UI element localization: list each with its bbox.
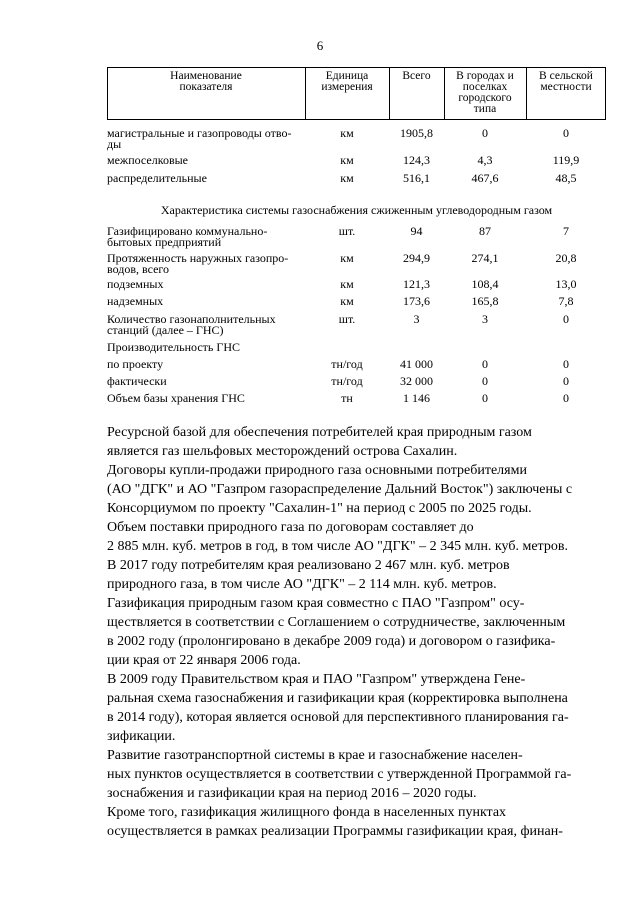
cell-name: надземных bbox=[107, 294, 164, 308]
cell-urban: 467,6 bbox=[471, 171, 499, 185]
header-indicator-name: Наименование показателя bbox=[170, 70, 242, 93]
cell-rural: 7,8 bbox=[558, 294, 574, 308]
cell-urban: 0 bbox=[482, 374, 488, 388]
cell-rural: 0 bbox=[563, 374, 569, 388]
header-top-rule bbox=[107, 67, 606, 68]
body-paragraph: В 2009 году Правительством края и ПАО "Газпром" утверждена Гене- ральная схема газоснабжения и газификации края (корректировка выполнена в 2014 году), которая является основой для перспективного планирования га- зификации. bbox=[107, 672, 569, 744]
cell-rural: 20,8 bbox=[555, 251, 577, 265]
cell-total: 32 000 bbox=[400, 374, 433, 388]
header-rural: В сельской местности bbox=[539, 70, 593, 93]
cell-name: Протяженность наружных газопро- водов, всего bbox=[107, 251, 289, 276]
cell-unit: км bbox=[340, 251, 354, 265]
cell-unit: шт. bbox=[338, 312, 356, 326]
cell-urban: 108,4 bbox=[471, 277, 499, 291]
cell-name: фактически bbox=[107, 374, 167, 388]
cell-rural: 0 bbox=[563, 126, 569, 140]
header-bottom-rule bbox=[107, 119, 606, 120]
cell-urban: 4,3 bbox=[477, 153, 493, 167]
cell-name: Газифицировано коммунально- бытовых предприятий bbox=[107, 224, 268, 249]
body-paragraph: Ресурсной базой для обеспечения потребителей края природным газом является газ шельфовых месторождений острова Сахалин. bbox=[107, 425, 532, 459]
header-unit: Единица измерения bbox=[321, 70, 373, 93]
header-total: Всего bbox=[402, 70, 431, 82]
cell-total: 124,3 bbox=[403, 153, 430, 167]
cell-total: 1 146 bbox=[403, 391, 430, 405]
cell-name: подземных bbox=[107, 277, 164, 291]
cell-name: межпоселковые bbox=[107, 153, 188, 167]
cell-urban: 274,1 bbox=[471, 251, 499, 265]
cell-name: Производительность ГНС bbox=[107, 340, 240, 354]
cell-name: Объем базы хранения ГНС bbox=[107, 391, 245, 405]
cell-unit: км bbox=[340, 153, 354, 167]
body-paragraph: Договоры купли-продажи природного газа основными потребителями (АО "ДГК" и АО "Газпром газораспределение Дальний Восток") заключены с Консорциумом по проекту "Сахалин-1" на период с 2005 по 2025 годы. Объем поставки природного газа по договорам составляет до 2 885 млн. куб. метров в год, в том числе АО "ДГК" – 2 345 млн. куб. метров. bbox=[107, 463, 573, 554]
cell-urban: 0 bbox=[482, 391, 488, 405]
cell-urban: 87 bbox=[479, 224, 491, 238]
cell-rural: 48,5 bbox=[555, 171, 577, 185]
cell-total: 173,6 bbox=[403, 294, 430, 308]
cell-rural: 0 bbox=[563, 391, 569, 405]
header-urban: В городах и поселках городского типа bbox=[456, 70, 514, 115]
body-paragraph: Развитие газотранспортной системы в крае и газоснабжение населен- ных пунктов осуществляется в соответствии с утвержденной Программой га- зоснабжения и газификации края на период 2016 – 2020 годы. bbox=[107, 748, 572, 801]
cell-rural: 0 bbox=[563, 357, 569, 371]
body-paragraph: Кроме того, газификация жилищного фонда в населенных пунктах осуществляется в рамках реализации Программы газификации края, финан- bbox=[107, 805, 563, 839]
cell-rural: 13,0 bbox=[555, 277, 577, 291]
cell-unit: км bbox=[340, 171, 354, 185]
cell-total: 3 bbox=[413, 312, 420, 326]
page-number: 6 bbox=[316, 38, 324, 53]
cell-unit: км bbox=[340, 126, 354, 140]
table-header bbox=[107, 67, 606, 120]
cell-name: распределительные bbox=[107, 171, 207, 185]
cell-unit: шт. bbox=[338, 224, 356, 238]
body-paragraph: Газификация природным газом края совместно с ПАО "Газпром" осу- ществляется в соответствии с Соглашением о сотрудничестве, заключенным в 2002 году (пролонгировано в декабре 2009 года) и договором о газифика- ции края от 22 января 2006 года. bbox=[107, 596, 566, 668]
cell-unit: км bbox=[340, 277, 354, 291]
cell-name: Количество газонаполнительных станций (далее – ГНС) bbox=[107, 312, 276, 337]
cell-urban: 0 bbox=[482, 357, 488, 371]
cell-total: 516,1 bbox=[403, 171, 430, 185]
cell-rural: 119,9 bbox=[552, 153, 580, 167]
cell-total: 1905,8 bbox=[400, 126, 433, 140]
cell-total: 41 000 bbox=[400, 357, 433, 371]
section-title: Характеристика системы газоснабжения сжиженным углеводородным газом bbox=[160, 203, 553, 217]
cell-unit: км bbox=[340, 294, 354, 308]
cell-unit: тн/год bbox=[331, 374, 363, 388]
cell-rural: 7 bbox=[563, 224, 569, 238]
cell-name: магистральные и газопроводы отво- ды bbox=[107, 126, 292, 151]
cell-unit: тн/год bbox=[331, 357, 363, 371]
body-paragraph: В 2017 году потребителям края реализовано 2 467 млн. куб. метров природного газа, в том числе АО "ДГК" – 2 114 млн. куб. метров. bbox=[107, 558, 510, 592]
cell-urban: 165,8 bbox=[471, 294, 499, 308]
cell-total: 294,9 bbox=[403, 251, 430, 265]
cell-name: по проекту bbox=[107, 357, 164, 371]
cell-urban: 3 bbox=[482, 312, 488, 326]
cell-unit: тн bbox=[341, 391, 353, 405]
cell-rural: 0 bbox=[563, 312, 569, 326]
cell-urban: 0 bbox=[482, 126, 488, 140]
cell-total: 121,3 bbox=[403, 277, 430, 291]
cell-total: 94 bbox=[410, 224, 423, 238]
